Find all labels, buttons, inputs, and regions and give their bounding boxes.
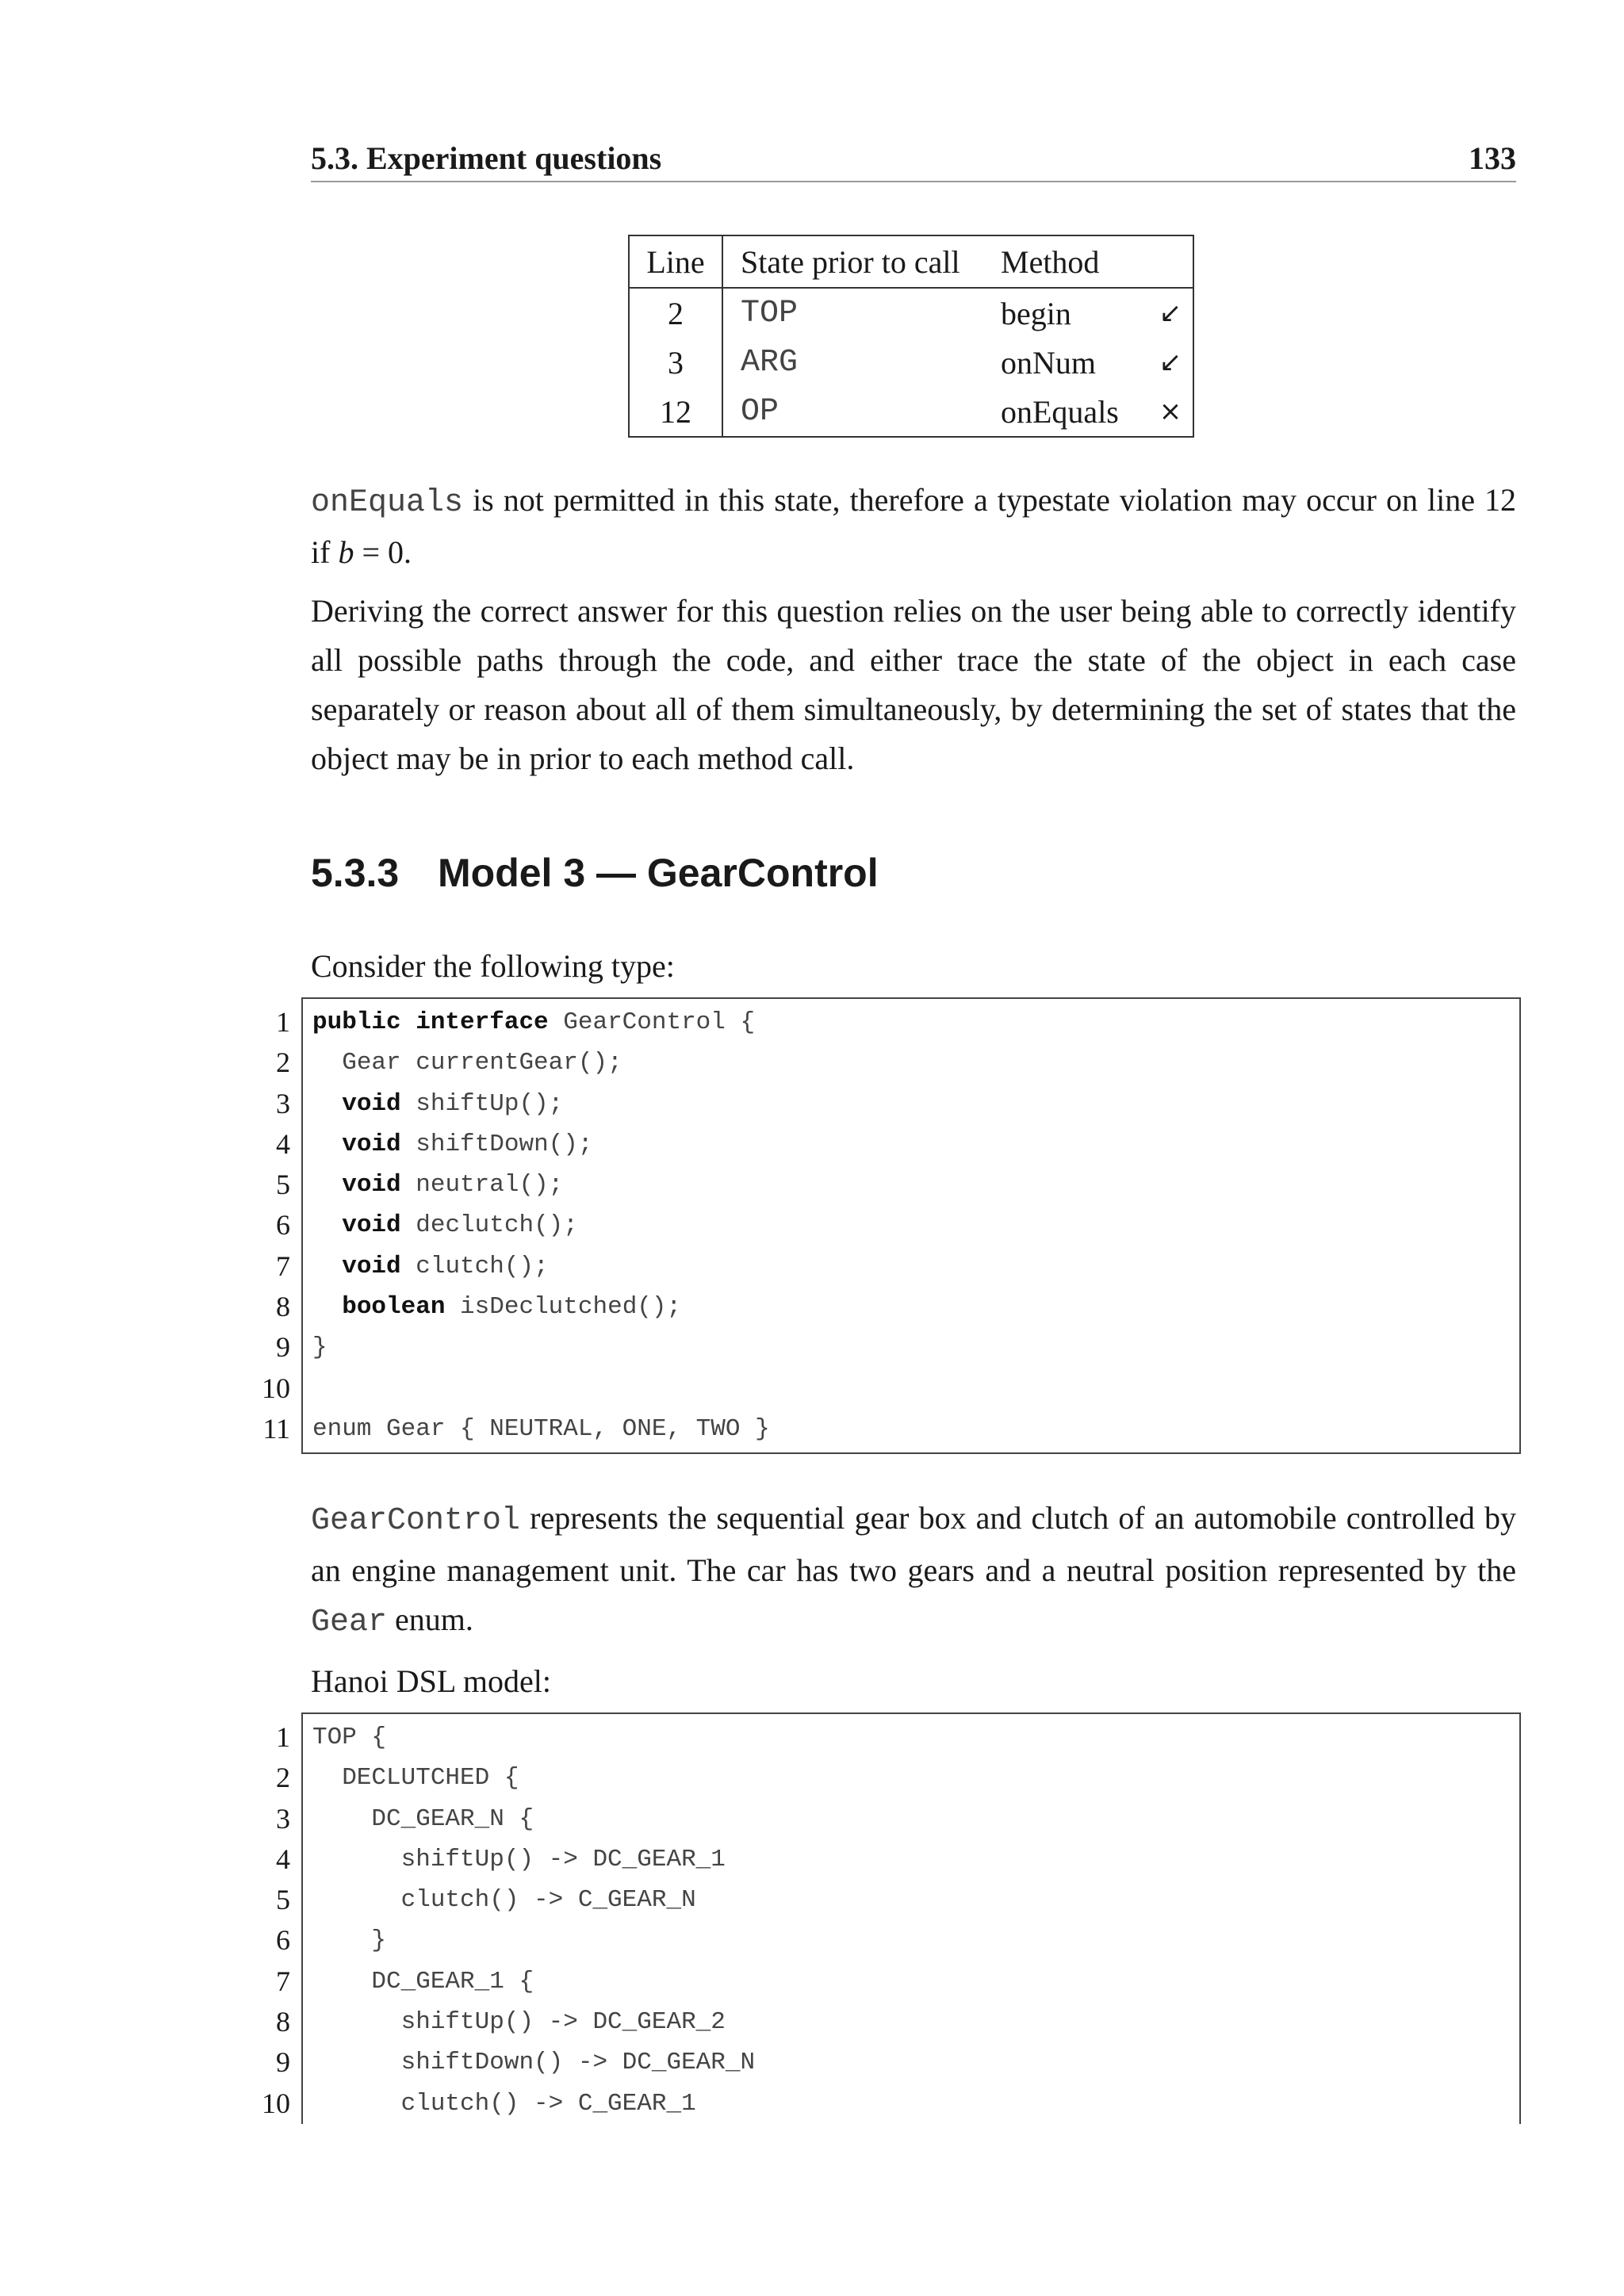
code-keyword: void	[342, 1130, 401, 1158]
paragraph-deriving: Deriving the correct answer for this question relies on the user being able to correctly identify all possible paths through the code, and either trace the state of the object in each case separately or reason about all of them simultaneously, by determining the set of states that the object may be in prior to each method call.	[311, 593, 1516, 776]
line-number: 7	[276, 1249, 290, 1282]
cell-state: TOP	[741, 295, 799, 331]
code-text: isDeclutched();	[445, 1293, 682, 1322]
intro-text: Hanoi DSL model:	[311, 1663, 551, 1699]
header-line: Line	[629, 235, 722, 288]
code-text: shiftUp() -> DC_GEAR_1	[312, 1845, 726, 1873]
variable: b	[338, 534, 354, 570]
code-line	[276, 1084, 1519, 1124]
code-line	[262, 1409, 1519, 1449]
header-state: State prior to call	[722, 235, 1001, 288]
code-line	[276, 1205, 1519, 1246]
code-text: shiftDown();	[400, 1130, 593, 1158]
paragraph-text: enum.	[387, 1601, 473, 1637]
code-line	[276, 1165, 1519, 1205]
line-number: 8	[276, 1291, 290, 1323]
paragraph-text: = 0.	[354, 534, 412, 570]
subsection-heading	[311, 850, 879, 896]
code-listing-interface	[262, 997, 1521, 1454]
code-line	[276, 1758, 1519, 1798]
code-line	[276, 2002, 1519, 2042]
code-line	[276, 1287, 1519, 1327]
line-number: 2	[276, 1762, 290, 1794]
table-header-row	[629, 235, 1193, 288]
line-number: 3	[276, 1087, 290, 1119]
code-line	[276, 1920, 1519, 1961]
code-line	[276, 1327, 1519, 1368]
code-keyword: void	[342, 1252, 401, 1280]
line-number: 1	[276, 1006, 290, 1038]
code-text: TOP {	[312, 1724, 387, 1751]
code-line	[276, 1002, 1519, 1043]
code-line	[262, 2084, 1519, 2124]
line-number: 4	[276, 1127, 290, 1160]
line-number: 3	[276, 1802, 290, 1835]
line-number: 10	[262, 1372, 290, 1404]
code-text: shiftUp();	[400, 1089, 564, 1118]
code-text: declutch();	[400, 1211, 578, 1240]
code-text: clutch() -> C_GEAR_N	[312, 1886, 696, 1915]
paragraph-gearcontrol	[311, 1494, 1516, 1647]
code-line	[276, 1246, 1519, 1287]
cell-state: ARG	[741, 344, 799, 381]
table-row	[629, 288, 1193, 338]
page-number: 133	[1469, 140, 1516, 176]
code-listing-dsl	[262, 1712, 1521, 2124]
table-row	[629, 387, 1193, 437]
code-keyword: void	[342, 1211, 401, 1240]
code-text: neutral();	[400, 1171, 564, 1200]
line-number: 4	[276, 1843, 290, 1875]
code-line	[276, 1043, 1519, 1083]
code-text: shiftUp() -> DC_GEAR_2	[312, 2008, 726, 2037]
line-number: 2	[276, 1047, 290, 1079]
arrow-icon: ↙	[1159, 297, 1182, 329]
inline-code: GearControl	[311, 1503, 521, 1539]
code-text: DC_GEAR_N {	[312, 1804, 534, 1833]
code-text: DECLUTCHED {	[312, 1764, 519, 1793]
code-keyword: void	[342, 1171, 401, 1200]
line-number: 10	[262, 2087, 290, 2119]
cell-method: begin	[1001, 295, 1071, 331]
cell-line: 2	[629, 288, 722, 338]
inline-code: onEquals	[311, 485, 464, 521]
code-keyword: boolean	[342, 1293, 446, 1322]
inline-code: Gear	[311, 1605, 388, 1640]
subsection-title: Model 3 — GearControl	[438, 851, 879, 895]
paragraph-violation	[311, 476, 1516, 577]
line-number: 9	[276, 1331, 290, 1364]
typestate-table	[628, 235, 1194, 438]
cell-line: 12	[629, 387, 722, 437]
code-line	[276, 1880, 1519, 1920]
header-method: Method	[1001, 235, 1148, 288]
line-number: 7	[276, 1965, 290, 1997]
cell-state: OP	[741, 393, 779, 430]
running-header	[311, 136, 1516, 182]
code-text: GearControl {	[548, 1008, 756, 1036]
code-line	[276, 1961, 1519, 2002]
cell-method: onNum	[1001, 344, 1096, 381]
cell-line: 3	[629, 338, 722, 387]
line-number: 5	[276, 1169, 290, 1201]
line-number: 8	[276, 2006, 290, 2038]
code-keyword: void	[342, 1089, 401, 1118]
code-line	[276, 1839, 1519, 1880]
line-number: 5	[276, 1884, 290, 1916]
line-number: 1	[276, 1721, 290, 1753]
code-text: clutch();	[400, 1252, 549, 1280]
cross-icon: ×	[1159, 396, 1182, 427]
paragraph-text: represents the sequential gear box and clutch of an automobile controlled by an engine management unit. The car has two gears and a neutral position represented by the	[311, 1500, 1516, 1588]
subsection-number: 5.3.3	[311, 851, 400, 895]
cell-method: onEquals	[1001, 393, 1119, 430]
header-mark	[1148, 235, 1193, 288]
code-text: shiftDown() -> DC_GEAR_N	[312, 2049, 756, 2077]
code-keyword: public interface	[312, 1008, 549, 1036]
arrow-icon: ↙	[1159, 346, 1182, 378]
code-line	[276, 1717, 1519, 1758]
code-text: enum Gear { NEUTRAL, ONE, TWO }	[312, 1414, 770, 1443]
code-line	[276, 1124, 1519, 1165]
paragraph-text: is not permitted in this state, therefore a typestate violation may occur on line 12 if	[311, 482, 1516, 570]
line-number: 6	[276, 1924, 290, 1957]
section-heading: 5.3. Experiment questions	[311, 140, 662, 176]
intro-text: Consider the following type:	[311, 948, 675, 984]
line-number: 11	[262, 1412, 290, 1445]
code-text: clutch() -> C_GEAR_1	[312, 2089, 696, 2118]
code-line	[276, 1799, 1519, 1839]
line-number: 6	[276, 1209, 290, 1242]
code-text: }	[312, 1927, 387, 1955]
line-number: 9	[276, 2046, 290, 2079]
code-text: Gear currentGear();	[342, 1049, 622, 1077]
table-row	[629, 338, 1193, 387]
code-line	[262, 1368, 1519, 1409]
code-text: }	[312, 1334, 327, 1362]
code-line	[276, 2042, 1519, 2083]
code-text: DC_GEAR_1 {	[312, 1967, 534, 1996]
